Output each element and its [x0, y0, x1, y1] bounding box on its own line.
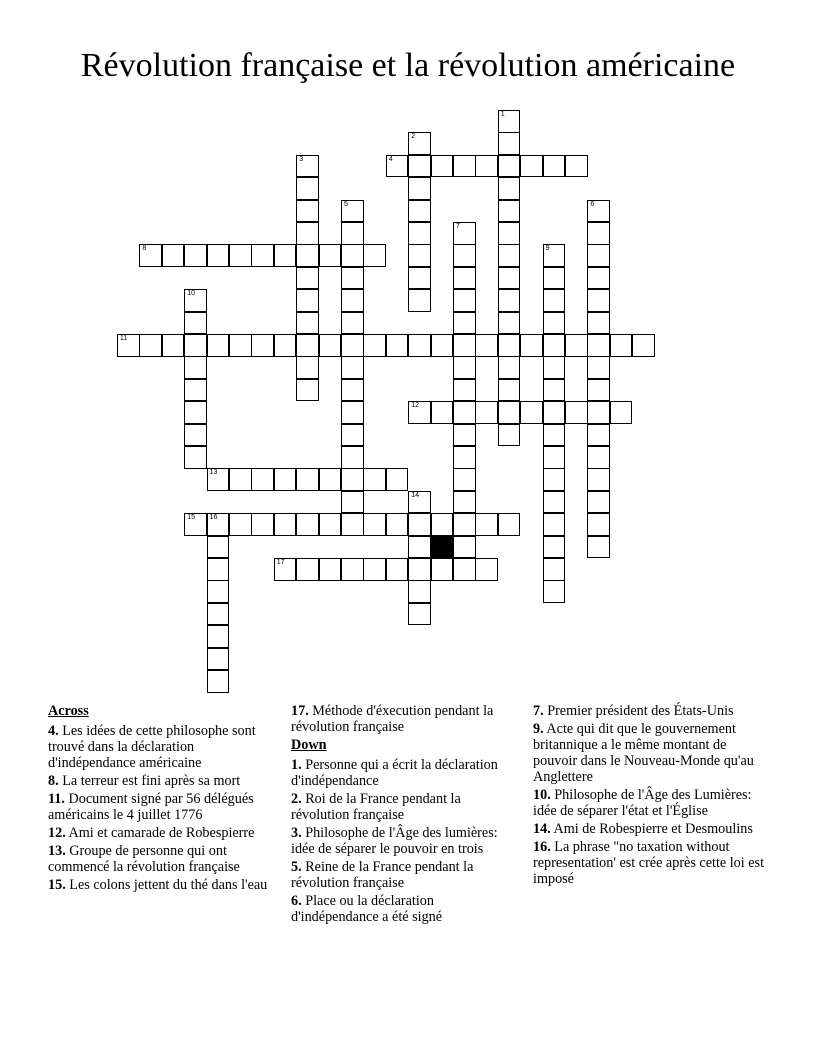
grid-cell[interactable] — [587, 356, 610, 379]
grid-cell[interactable] — [184, 401, 207, 424]
grid-cell[interactable] — [341, 222, 364, 245]
grid-cell[interactable] — [341, 334, 364, 357]
clue-number: 10 — [187, 290, 195, 298]
grid-cell[interactable] — [296, 558, 319, 581]
grid-cell[interactable] — [543, 424, 566, 447]
grid-cell[interactable] — [408, 132, 431, 155]
grid-cell[interactable] — [453, 491, 476, 514]
grid-cell[interactable] — [408, 558, 431, 581]
clue-number: 4. — [48, 723, 59, 739]
grid-cell[interactable] — [587, 312, 610, 335]
clue-number: 12 — [411, 402, 419, 410]
grid-cell[interactable] — [207, 536, 230, 559]
grid-cell[interactable] — [363, 468, 386, 491]
grid-cell[interactable] — [498, 177, 521, 200]
grid-cell[interactable] — [386, 558, 409, 581]
grid-cell[interactable] — [296, 312, 319, 335]
grid-cell[interactable] — [184, 334, 207, 357]
grid-cell[interactable] — [184, 424, 207, 447]
across-clue — [48, 791, 278, 823]
clue-number: 5 — [344, 200, 348, 208]
grid-cell[interactable] — [296, 155, 319, 178]
grid-cell[interactable] — [453, 424, 476, 447]
grid-cell[interactable] — [453, 446, 476, 469]
grid-cell[interactable] — [184, 312, 207, 335]
grid-cell[interactable] — [184, 356, 207, 379]
grid-cell[interactable] — [207, 334, 230, 357]
grid-cell[interactable] — [498, 244, 521, 267]
grid-cell[interactable] — [543, 267, 566, 290]
grid-cell[interactable] — [543, 446, 566, 469]
down-clue — [533, 721, 768, 785]
clue-text: Premier président des États-Unis — [543, 703, 734, 719]
grid-cell[interactable] — [207, 244, 230, 267]
grid-cell[interactable] — [408, 177, 431, 200]
clue-number: 8. — [48, 773, 59, 789]
clues-column-3 — [533, 703, 768, 889]
clue-number: 1. — [291, 757, 302, 773]
clue-number: 6. — [291, 893, 302, 909]
grid-cell[interactable] — [296, 244, 319, 267]
grid-cell[interactable] — [207, 670, 230, 693]
clue-text: La terreur est fini après sa mort — [58, 773, 241, 789]
grid-cell[interactable] — [543, 513, 566, 536]
grid-cell[interactable] — [341, 289, 364, 312]
grid-cell[interactable] — [453, 468, 476, 491]
grid-cell[interactable] — [184, 513, 207, 536]
grid-cell[interactable] — [587, 222, 610, 245]
clue-text: Document signé par 56 délégués américains le 4 juillet 1776 — [48, 791, 254, 823]
clue-number: 8 — [142, 245, 147, 253]
grid-cell[interactable] — [408, 536, 431, 559]
grid-cell[interactable] — [498, 379, 521, 402]
grid-cell[interactable] — [341, 244, 364, 267]
down-heading: Down — [291, 737, 327, 753]
grid-cell[interactable] — [431, 155, 454, 178]
clue-text: Philosophe de l'Âge des Lumières: idée de séparer l'état et l'Église — [533, 787, 752, 819]
grid-cell[interactable] — [117, 334, 140, 357]
grid-cell[interactable] — [341, 312, 364, 335]
grid-cell[interactable] — [207, 648, 230, 671]
grid-cell[interactable] — [543, 334, 566, 357]
clue-text: Philosophe de l'Âge des lumières: idée de séparer le pouvoir en trois — [291, 825, 498, 857]
grid-cell[interactable] — [274, 244, 297, 267]
grid-cell[interactable] — [543, 244, 566, 267]
grid-cell[interactable] — [565, 155, 588, 178]
grid-cell[interactable] — [543, 379, 566, 402]
grid-cell[interactable] — [251, 468, 274, 491]
clue-text: Groupe de personne qui ont commencé la révolution française — [48, 843, 240, 875]
grid-cell[interactable] — [207, 625, 230, 648]
clue-number: 6 — [590, 200, 595, 208]
grid-cell[interactable] — [229, 513, 252, 536]
grid-cell[interactable] — [453, 222, 476, 245]
grid-cell[interactable] — [296, 289, 319, 312]
grid-cell[interactable] — [453, 244, 476, 267]
grid-cell[interactable] — [296, 379, 319, 402]
grid-cell[interactable] — [408, 603, 431, 626]
grid-cell[interactable] — [587, 200, 610, 223]
grid-cell[interactable] — [587, 468, 610, 491]
grid-cell[interactable] — [319, 558, 342, 581]
grid-cell[interactable] — [274, 558, 297, 581]
grid-cell[interactable] — [498, 132, 521, 155]
clue-number: 17 — [276, 559, 285, 566]
clue-number: 17. — [291, 703, 309, 719]
grid-cell[interactable] — [341, 468, 364, 491]
grid-cell[interactable] — [431, 401, 454, 424]
clue-number: 4 — [388, 155, 393, 163]
across-clue — [48, 723, 278, 771]
grid-cell[interactable] — [498, 312, 521, 335]
down-clue — [533, 703, 768, 719]
grid-cell[interactable] — [543, 536, 566, 559]
grid-cell[interactable] — [341, 267, 364, 290]
grid-cell[interactable] — [408, 267, 431, 290]
clue-number: 7 — [456, 223, 460, 230]
across-heading: Across — [48, 703, 89, 719]
clues-column-1 — [48, 703, 278, 895]
grid-cell[interactable] — [587, 536, 610, 559]
grid-cell[interactable] — [453, 401, 476, 424]
grid-cell[interactable] — [341, 513, 364, 536]
grid-cell[interactable] — [587, 401, 610, 424]
grid-cell[interactable] — [587, 446, 610, 469]
clue-number: 9 — [545, 245, 550, 253]
down-clue — [291, 757, 516, 789]
clue-text: Reine de la France pendant la révolution française — [291, 859, 474, 891]
grid-cell[interactable] — [431, 334, 454, 357]
grid-cell[interactable] — [453, 267, 476, 290]
clue-text: Acte qui dit que le gouvernement britannique a le même montant de pouvoir dans le Nouveau-Monde qu'au Anglettere — [533, 721, 754, 785]
grid-cell[interactable] — [386, 155, 409, 178]
clue-number: 13. — [48, 843, 66, 859]
grid-cell[interactable] — [386, 334, 409, 357]
grid-cell[interactable] — [408, 401, 431, 424]
grid-cell[interactable] — [274, 468, 297, 491]
grid-cell[interactable] — [319, 468, 342, 491]
clue-number: 14 — [411, 491, 419, 499]
grid-cell[interactable] — [251, 334, 274, 357]
grid-cell[interactable] — [610, 334, 633, 357]
grid-cell[interactable] — [543, 289, 566, 312]
grid-cell[interactable] — [207, 558, 230, 581]
grid-cell[interactable] — [543, 401, 566, 424]
clue-number: 3. — [291, 825, 302, 841]
grid-cell[interactable] — [229, 334, 252, 357]
grid-cell[interactable] — [408, 200, 431, 223]
grid-cell[interactable] — [207, 603, 230, 626]
grid-cell[interactable] — [319, 334, 342, 357]
grid-cell[interactable] — [498, 267, 521, 290]
clue-text: Les colons jettent du thé dans l'eau — [65, 877, 268, 893]
grid-cell[interactable] — [543, 356, 566, 379]
grid-cell[interactable] — [520, 401, 543, 424]
grid-cell[interactable] — [162, 334, 185, 357]
grid-cell[interactable] — [475, 155, 498, 178]
grid-cell[interactable] — [498, 222, 521, 245]
clue-text: Place ou la déclaration d'indépendance a été signé — [291, 893, 443, 925]
grid-cell[interactable] — [408, 334, 431, 357]
grid-cell[interactable] — [251, 513, 274, 536]
grid-cell[interactable] — [498, 155, 521, 178]
clue-number: 15. — [48, 877, 66, 893]
grid-cell[interactable] — [408, 155, 431, 178]
grid-cell[interactable] — [587, 334, 610, 357]
clue-number: 3 — [299, 155, 304, 163]
across-clue — [291, 703, 516, 735]
grid-cell[interactable] — [520, 155, 543, 178]
grid-cell[interactable] — [207, 513, 230, 536]
grid-cell[interactable] — [184, 446, 207, 469]
grid-cell[interactable] — [319, 244, 342, 267]
page-title: Révolution française et la révolution américaine — [80, 47, 736, 84]
clue-number: 15 — [187, 514, 195, 522]
grid-cell[interactable] — [229, 468, 252, 491]
grid-cell[interactable] — [587, 491, 610, 514]
grid-cell[interactable] — [610, 401, 633, 424]
grid-cell[interactable] — [543, 558, 566, 581]
grid-cell[interactable] — [453, 513, 476, 536]
grid-cell[interactable] — [341, 200, 364, 223]
grid-cell[interactable] — [341, 424, 364, 447]
clue-text: La phrase "no taxation without representation' est crée après cette loi est imposé — [533, 839, 765, 887]
grid-cell[interactable] — [520, 334, 543, 357]
grid-cell[interactable] — [341, 356, 364, 379]
clue-number: 5. — [291, 859, 302, 875]
clue-number: 13 — [209, 469, 218, 477]
grid-cell[interactable] — [296, 177, 319, 200]
grid-cell[interactable] — [453, 558, 476, 581]
clue-number: 11. — [48, 791, 65, 807]
down-clue — [291, 791, 516, 823]
across-clue — [48, 773, 278, 789]
grid-cell[interactable] — [475, 334, 498, 357]
clue-number: 2 — [411, 133, 416, 141]
grid-cell[interactable] — [587, 244, 610, 267]
clues-column-2 — [291, 703, 516, 927]
down-clue — [291, 825, 516, 857]
clue-number: 7. — [533, 703, 544, 719]
black-cell — [431, 536, 454, 559]
down-clue — [533, 821, 768, 837]
grid-cell[interactable] — [184, 379, 207, 402]
clue-number: 1 — [500, 111, 505, 118]
clue-text: Personne qui a écrit la déclaration d'indépendance — [291, 757, 498, 789]
grid-cell[interactable] — [453, 155, 476, 178]
grid-cell[interactable] — [139, 334, 162, 357]
grid-cell[interactable] — [363, 334, 386, 357]
across-clue — [48, 843, 278, 875]
grid-cell[interactable] — [565, 334, 588, 357]
grid-cell[interactable] — [498, 200, 521, 223]
grid-cell[interactable] — [207, 468, 230, 491]
grid-cell[interactable] — [587, 513, 610, 536]
clue-text: Les idées de cette philosophe sont trouvé dans la déclaration d'indépendance américaine — [48, 723, 256, 771]
grid-cell[interactable] — [341, 558, 364, 581]
grid-cell[interactable] — [453, 356, 476, 379]
across-clue — [48, 877, 278, 893]
clue-number: 16. — [533, 839, 551, 855]
grid-cell[interactable] — [296, 356, 319, 379]
grid-cell[interactable] — [386, 513, 409, 536]
grid-cell[interactable] — [341, 446, 364, 469]
clue-number: 2. — [291, 791, 302, 807]
grid-cell[interactable] — [498, 513, 521, 536]
grid-cell[interactable] — [498, 110, 521, 133]
grid-cell[interactable] — [363, 513, 386, 536]
grid-cell[interactable] — [296, 267, 319, 290]
grid-cell[interactable] — [543, 491, 566, 514]
grid-cell[interactable] — [386, 468, 409, 491]
grid-cell[interactable] — [408, 513, 431, 536]
grid-cell[interactable] — [296, 513, 319, 536]
grid-cell[interactable] — [408, 491, 431, 514]
grid-cell[interactable] — [587, 267, 610, 290]
grid-cell[interactable] — [184, 289, 207, 312]
grid-cell[interactable] — [296, 334, 319, 357]
grid-cell[interactable] — [543, 155, 566, 178]
clue-number: 9. — [533, 721, 544, 737]
grid-cell[interactable] — [498, 289, 521, 312]
grid-cell[interactable] — [229, 244, 252, 267]
grid-cell[interactable] — [587, 424, 610, 447]
grid-cell[interactable] — [341, 491, 364, 514]
grid-cell[interactable] — [296, 222, 319, 245]
grid-cell[interactable] — [162, 244, 185, 267]
clue-number: 11 — [120, 335, 128, 342]
clue-number: 14. — [533, 821, 551, 837]
grid-cell[interactable] — [587, 289, 610, 312]
grid-cell[interactable] — [274, 334, 297, 357]
down-clue — [533, 787, 768, 819]
grid-cell[interactable] — [453, 312, 476, 335]
clue-number: 12. — [48, 825, 66, 841]
grid-cell[interactable] — [543, 580, 566, 603]
clue-number: 10. — [533, 787, 551, 803]
grid-cell[interactable] — [498, 334, 521, 357]
across-clue — [48, 825, 278, 841]
grid-cell[interactable] — [475, 513, 498, 536]
grid-cell[interactable] — [453, 536, 476, 559]
grid-cell[interactable] — [408, 580, 431, 603]
grid-cell[interactable] — [587, 379, 610, 402]
grid-cell[interactable] — [408, 244, 431, 267]
grid-cell[interactable] — [341, 379, 364, 402]
grid-cell[interactable] — [363, 558, 386, 581]
down-clue — [291, 859, 516, 891]
grid-cell[interactable] — [453, 379, 476, 402]
grid-cell[interactable] — [565, 401, 588, 424]
grid-cell[interactable] — [453, 289, 476, 312]
grid-cell[interactable] — [475, 401, 498, 424]
grid-cell[interactable] — [296, 200, 319, 223]
grid-cell[interactable] — [498, 356, 521, 379]
grid-cell[interactable] — [431, 558, 454, 581]
grid-cell[interactable] — [408, 289, 431, 312]
clue-text: Roi de la France pendant la révolution française — [291, 791, 461, 823]
grid-cell[interactable] — [408, 222, 431, 245]
clue-number: 16 — [209, 514, 218, 522]
grid-cell[interactable] — [184, 244, 207, 267]
grid-cell[interactable] — [251, 244, 274, 267]
grid-cell[interactable] — [498, 424, 521, 447]
grid-cell[interactable] — [431, 513, 454, 536]
grid-cell[interactable] — [543, 468, 566, 491]
grid-cell[interactable] — [632, 334, 655, 357]
grid-cell[interactable] — [543, 312, 566, 335]
clue-text: Ami et camarade de Robespierre — [65, 825, 255, 841]
grid-cell[interactable] — [341, 401, 364, 424]
clue-text: Méthode d'éxecution pendant la révolution française — [291, 703, 494, 735]
grid-cell[interactable] — [475, 558, 498, 581]
clue-text: Ami de Robespierre et Desmoulins — [550, 821, 753, 837]
grid-cell[interactable] — [498, 401, 521, 424]
grid-cell[interactable] — [207, 580, 230, 603]
grid-cell[interactable] — [453, 334, 476, 357]
grid-cell[interactable] — [296, 468, 319, 491]
grid-cell[interactable] — [274, 513, 297, 536]
grid-cell[interactable] — [139, 244, 162, 267]
grid-cell[interactable] — [319, 513, 342, 536]
down-clue — [533, 839, 768, 887]
down-clue — [291, 893, 516, 925]
grid-cell[interactable] — [363, 244, 386, 267]
